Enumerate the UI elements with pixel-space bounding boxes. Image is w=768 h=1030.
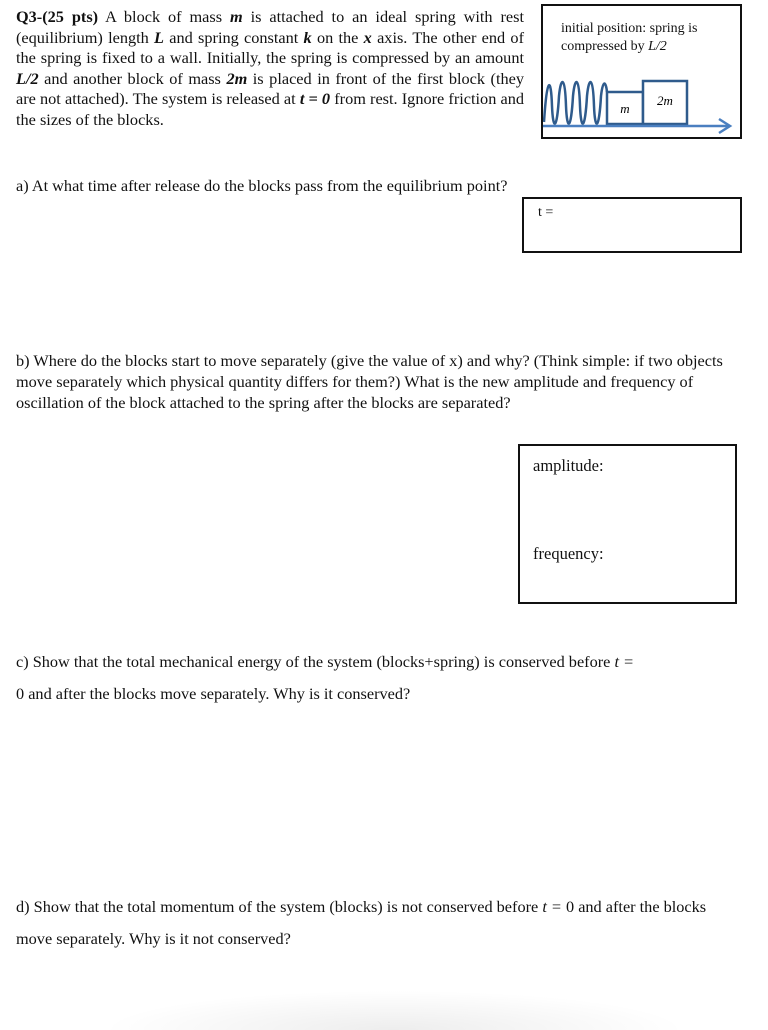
spring-diagram: [541, 4, 742, 139]
frequency-label: frequency:: [533, 544, 604, 563]
caption-line: initial position: spring is: [561, 21, 698, 36]
answer-label-t: t =: [538, 205, 554, 220]
caption-line: compressed by: [561, 39, 649, 54]
var-m: m: [230, 7, 243, 26]
text: and another block of mass: [38, 68, 227, 88]
part-d-question: [16, 891, 746, 955]
text: d) Show that the total momentum of the system (blocks) is not conserved before: [16, 897, 543, 916]
text: 0 and after the blocks move separately. Why is it conserved?: [16, 684, 411, 703]
text: is attached to an ideal spring with rest (equilibrium) length: [16, 7, 525, 47]
text: is placed in front of the first block (they are not attached). The system is released at: [16, 68, 525, 109]
block-m-label: m: [620, 101, 630, 116]
caption-var: L/2: [648, 39, 667, 54]
var-t0: t = 0: [299, 89, 331, 109]
spring-blocks-figure: [543, 6, 740, 137]
amplitude-label: amplitude:: [533, 456, 604, 475]
text: c) Show that the total mechanical energy of the system (blocks+spring) is conserved before: [16, 652, 615, 671]
var-t: t =: [542, 897, 566, 916]
text: from rest. Ignore friction and the sizes of the blocks.: [16, 89, 524, 129]
part-b-question: b) Where do the blocks start to move separately (give the value of x) and why? (Think simple: if two objects move separately which physical quantity differs for them?) What is the new amplitude and frequency of oscillation of the block attached to the spring after the blocks are separated?: [16, 351, 723, 412]
text: A block of mass: [98, 7, 230, 26]
spring-icon: [544, 82, 607, 124]
text: on the: [311, 27, 364, 47]
var-2m: 2m: [226, 68, 248, 88]
answer-box-a[interactable]: [522, 197, 742, 253]
answer-box-b[interactable]: [518, 444, 737, 604]
var-k: k: [303, 27, 312, 47]
question-label: Q3-(25 pts): [16, 7, 99, 26]
var-L: L: [154, 27, 164, 47]
var-L-half: L/2: [16, 68, 39, 88]
text: axis. The other end of the spring is fixed to a wall. Initially, the spring is compressed by an amount: [16, 27, 524, 68]
part-a-question: a) At what time after release do the blocks pass from the equilibrium point?: [16, 176, 508, 195]
part-c-question: [16, 646, 746, 710]
problem-statement: [16, 7, 524, 131]
var-t: t =: [614, 652, 635, 671]
var-x: x: [363, 27, 372, 47]
text: and spring constant: [164, 27, 304, 47]
text: 0 and after the blocks move separately. Why is it not conserved?: [16, 897, 707, 948]
page-bottom-shadow: [100, 990, 688, 1030]
block-2m-label: 2m: [657, 93, 673, 108]
